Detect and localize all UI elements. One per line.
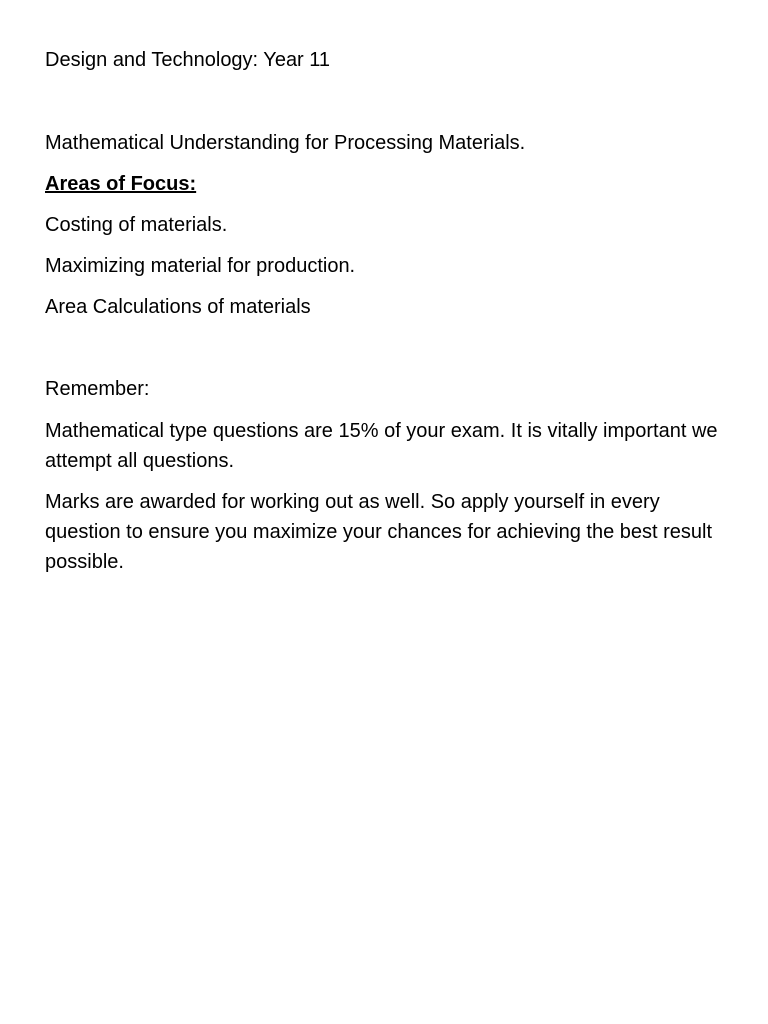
working-out-paragraph: Marks are awarded for working out as well. So apply yourself in every question to ensure you maximize your chances for achieving the best result possible. [45,491,713,573]
exam-percentage-paragraph: Mathematical type questions are 15% of your exam. It is vitally important we attempt all questions. [45,420,718,472]
document-title: Design and Technology: Year 11 [45,49,331,71]
remember-heading: Remember: [45,378,150,400]
focus-item: Costing of materials. [45,214,228,236]
focus-heading: Areas of Focus: [45,173,197,195]
focus-item: Area Calculations of materials [45,296,311,318]
focus-item: Maximizing material for production. [45,255,356,277]
document-subtitle: Mathematical Understanding for Processing Materials. [45,132,526,154]
